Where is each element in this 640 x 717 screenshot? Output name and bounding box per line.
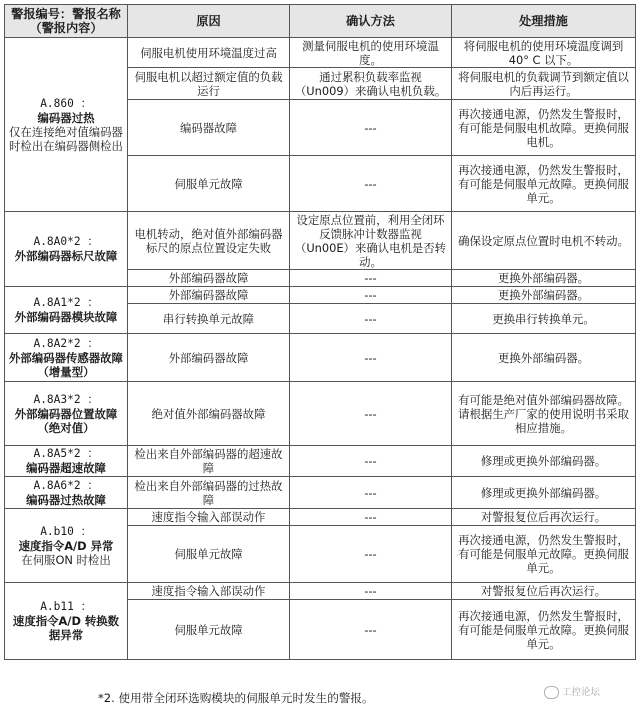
- alarm-code: A.8A5*2 ：: [33, 447, 99, 460]
- alarm-cell: [5, 583, 128, 660]
- check-cell: ---: [290, 287, 452, 304]
- alarm-cell: [5, 287, 128, 334]
- table-row: [5, 287, 636, 304]
- check-cell: ---: [290, 583, 452, 600]
- cause-cell: 外部编码器故障: [128, 270, 290, 287]
- action-cell: 再次接通电源，仍然发生警报时，有可能是伺服电机故障。更换伺服电机。: [452, 100, 636, 156]
- table-row: [5, 382, 636, 446]
- cause-cell: 速度指令输入部误动作: [128, 583, 290, 600]
- alarm-table: [4, 4, 636, 660]
- cause-cell: 串行转换单元故障: [128, 304, 290, 334]
- alarm-code: A.8A6*2 ：: [33, 478, 99, 492]
- header-check: 确认方法: [290, 5, 452, 38]
- alarm-name: 编码器过热故障: [26, 492, 106, 507]
- check-cell: ---: [290, 304, 452, 334]
- cause-cell: 伺服电机使用环境温度过高: [128, 38, 290, 68]
- alarm-name: 外部编码器传感器故障（增量型）: [9, 350, 123, 379]
- header-action: 处理措施: [452, 5, 636, 38]
- alarm-cell: [5, 446, 128, 477]
- cause-cell: 检出来自外部编码器的超速故障: [128, 446, 290, 477]
- cause-cell: 速度指令输入部误动作: [128, 509, 290, 526]
- action-cell: 更换外部编码器。: [452, 287, 636, 304]
- check-cell: ---: [290, 477, 452, 509]
- alarm-cell: [5, 382, 128, 446]
- alarm-cell: [5, 509, 128, 583]
- alarm-name: 编码器超速故障: [26, 461, 106, 475]
- table-row: [5, 334, 636, 382]
- alarm-name: 速度指令A/D 异常: [18, 538, 114, 553]
- watermark: [544, 682, 636, 704]
- alarm-table-body: [5, 38, 636, 660]
- alarm-cell: [5, 212, 128, 287]
- check-cell: ---: [290, 509, 452, 526]
- action-cell: 修理或更换外部编码器。: [452, 477, 636, 509]
- header-cause: 原因: [128, 5, 290, 38]
- action-cell: 将伺服电机的使用环境温度调到40° C 以下。: [452, 38, 636, 68]
- cause-cell: 外部编码器故障: [128, 287, 290, 304]
- check-cell: ---: [290, 100, 452, 156]
- alarm-code: A.8A0*2 ：: [33, 235, 99, 248]
- action-cell: 对警报复位后再次运行。: [452, 583, 636, 600]
- action-cell: 更换外部编码器。: [452, 270, 636, 287]
- alarm-cell: [5, 477, 128, 509]
- table-row: [5, 583, 636, 600]
- check-cell: ---: [290, 382, 452, 446]
- check-cell: 通过累积负载率监视（Un009）来确认电机负载。: [290, 68, 452, 100]
- table-row: [5, 212, 636, 270]
- table-row: [5, 38, 636, 68]
- check-cell: ---: [290, 156, 452, 212]
- cause-cell: 绝对值外部编码器故障: [128, 382, 290, 446]
- watermark-text: 工控论坛: [562, 687, 601, 698]
- action-cell: 对警报复位后再次运行。: [452, 509, 636, 526]
- alarm-name: 外部编码器模块故障: [14, 310, 118, 324]
- cause-cell: 伺服单元故障: [128, 526, 290, 583]
- alarm-name: 速度指令A/D 转换数据异常: [12, 614, 120, 642]
- action-cell: 确保设定原点位置时电机不转动。: [452, 212, 636, 270]
- cause-cell: 编码器故障: [128, 100, 290, 156]
- action-cell: 更换串行转换单元。: [452, 304, 636, 334]
- action-cell: 有可能是绝对值外部编码器故障。请根据生产厂家的使用说明书采取相应措施。: [452, 382, 636, 446]
- cause-cell: 检出来自外部编码器的过热故障: [128, 477, 290, 509]
- alarm-code: A.b10 ：: [40, 524, 92, 538]
- alarm-code: A.8A1*2 ：: [33, 296, 99, 309]
- check-cell: ---: [290, 446, 452, 477]
- action-cell: 再次接通电源，仍然发生警报时，有可能是伺服单元故障。更换伺服单元。: [452, 600, 636, 660]
- cause-cell: 外部编码器故障: [128, 334, 290, 382]
- alarm-note: 在伺服ON 时检出: [21, 552, 111, 567]
- action-cell: 将伺服电机的负载调节到额定值以内后再运行。: [452, 68, 636, 100]
- table-row: [5, 446, 636, 477]
- speech-bubble-icon: [544, 686, 559, 699]
- alarm-cell: [5, 334, 128, 382]
- footnote: *2. 使用带全闭环选购模块的伺服单元时发生的警报。: [98, 691, 374, 705]
- cause-cell: 电机转动，绝对值外部编码器标尺的原点位置设定失败: [128, 212, 290, 270]
- check-cell: ---: [290, 334, 452, 382]
- alarm-cell: [5, 38, 128, 212]
- alarm-code: A.8A3*2 ：: [33, 392, 99, 406]
- alarm-name: 编码器过热: [37, 110, 95, 125]
- check-cell: ---: [290, 526, 452, 583]
- check-cell: 测量伺服电机的使用环境温度。: [290, 38, 452, 68]
- action-cell: 更换外部编码器。: [452, 334, 636, 382]
- alarm-code: A.b11 ：: [40, 600, 92, 613]
- table-row: [5, 477, 636, 509]
- header-row: [5, 5, 636, 38]
- cause-cell: 伺服单元故障: [128, 156, 290, 212]
- alarm-code: A.860 ：: [40, 96, 92, 110]
- cause-cell: 伺服电机以超过额定值的负载运行: [128, 68, 290, 100]
- alarm-name: 外部编码器标尺故障: [14, 249, 118, 263]
- table-row: [5, 509, 636, 526]
- alarm-code: A.8A2*2 ：: [33, 336, 99, 350]
- alarm-note: 仅在连接绝对值编码器时检出在编码器侧检出: [9, 124, 123, 153]
- action-cell: 再次接通电源，仍然发生警报时，有可能是伺服单元故障。更换伺服单元。: [452, 526, 636, 583]
- action-cell: 修理或更换外部编码器。: [452, 446, 636, 477]
- action-cell: 再次接通电源，仍然发生警报时，有可能是伺服单元故障。更换伺服单元。: [452, 156, 636, 212]
- header-alarm: 警报编号：警报名称（警报内容）: [5, 5, 128, 38]
- check-cell: 设定原点位置前，利用全闭环反馈脉冲计数器监视（Un00E）来确认电机是否转动。: [290, 212, 452, 270]
- alarm-name: 外部编码器位置故障（绝对值）: [14, 406, 118, 435]
- check-cell: ---: [290, 600, 452, 660]
- cause-cell: 伺服单元故障: [128, 600, 290, 660]
- check-cell: ---: [290, 270, 452, 287]
